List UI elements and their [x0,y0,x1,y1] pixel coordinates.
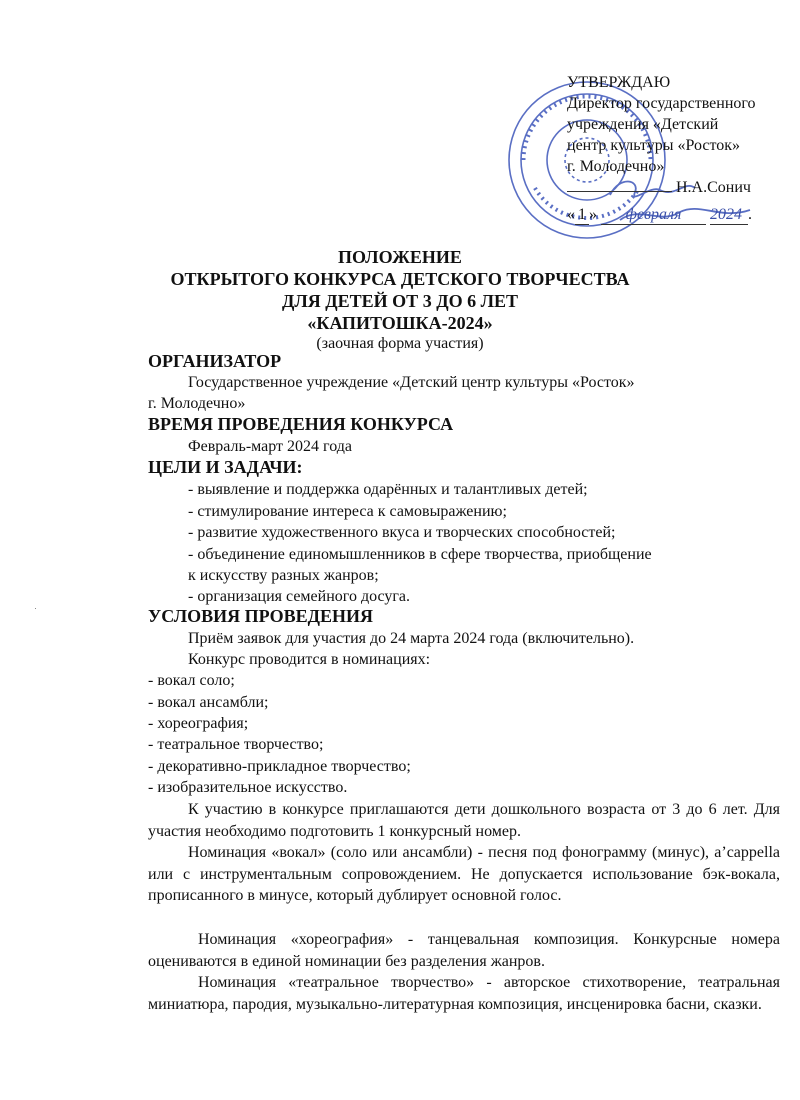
date-quote-close: » [589,206,597,223]
doc-title-line3: ДЛЯ ДЕТЕЙ ОТ 3 ДО 6 ЛЕТ [281,291,518,311]
goal-item: - выявление и поддержка одарённых и талантливых детей; [188,481,588,498]
section-heading-goals: ЦЕЛИ И ЗАДАЧИ: [148,457,303,477]
approval-position-line4: г. Молодечно» [567,158,665,175]
organizer-line1: Государственное учреждение «Детский центр культуры «Росток» [188,374,635,391]
approval-signature-row [567,177,799,198]
signature-line [567,177,672,192]
approval-position-line1: Директор государственного [567,95,756,112]
goal-item: - объединение единомышленников в сфере творчества, приобщение [188,546,652,563]
nominations-intro: Конкурс проводится в номинациях: [188,651,431,668]
paragraph-vocal: Номинация «вокал» (соло или ансамбли) - песня под фонограмму (минус), a’cappella или с инструментальным сопровождением. Не допускается использование бэк-вокала, прописанного в минусе, который дублирует основной голос. [148,844,780,904]
doc-title-line2: ОТКРЫТОГО КОНКУРСА ДЕТСКОГО ТВОРЧЕСТВА [170,269,630,289]
nomination-item: - изобразительное искусство. [148,779,348,796]
goal-item-continuation: к искусству разных жанров; [188,567,379,584]
approval-position-line2: учреждения «Детский [567,116,719,133]
date-year: 2024 [710,206,748,225]
goal-item: - стимулирование интереса к самовыражению; [188,503,507,520]
nomination-item: - хореография; [148,715,249,732]
date-month: февраля [601,206,706,225]
nomination-item: - декоративно-прикладное творчество; [148,758,411,775]
approval-position-line3: центр культуры «Росток» [567,137,741,154]
section-heading-organizer: ОРГАНИЗАТОР [148,351,282,371]
approval-approve: УТВЕРЖДАЮ [567,74,671,91]
nomination-item: - театральное творчество; [148,736,324,753]
scan-speck [35,608,36,609]
paragraph-choreography: Номинация «хореография» - танцевальная композиция. Конкурсные номера оцениваются в единой номинации без разделения жанров. [148,931,780,970]
conditions-intake: Приём заявок для участия до 24 марта 2024 года (включительно). [188,630,635,647]
time-text: Февраль-март 2024 года [188,438,352,455]
paragraph-theatre: Номинация «театральное творчество» - авторское стихотворение, театральная миниатюра, пародия, музыкально-литературная композиция, инсценировка басни, сказки. [148,974,780,1013]
goal-item: - организация семейного досуга. [188,588,411,605]
approval-date: « 1 » февраля 2024 . [567,206,752,223]
goal-item: - развитие художественного вкуса и творческих способностей; [188,524,616,541]
doc-title-line4: «КАПИТОШКА-2024» [307,313,493,333]
date-day: 1 [575,206,589,225]
nomination-item: - вокал соло; [148,672,235,689]
organizer-line2: г. Молодечно» [148,395,246,412]
nomination-item: - вокал ансамбли; [148,694,269,711]
section-heading-conditions: УСЛОВИЯ ПРОВЕДЕНИЯ [148,606,373,626]
date-quote-open: « [567,206,575,223]
doc-subtitle: (заочная форма участия) [316,335,484,352]
approval-signer: Н.А.Сонич [676,179,751,196]
paragraph-participants: К участию в конкурсе приглашаются дети дошкольного возраста от 3 до 6 лет. Для участия необходимо подготовить 1 конкурсный номер. [148,801,780,840]
approval-block [567,72,799,198]
doc-title-line1: ПОЛОЖЕНИЕ [338,247,462,267]
section-heading-time: ВРЕМЯ ПРОВЕДЕНИЯ КОНКУРСА [148,414,454,434]
